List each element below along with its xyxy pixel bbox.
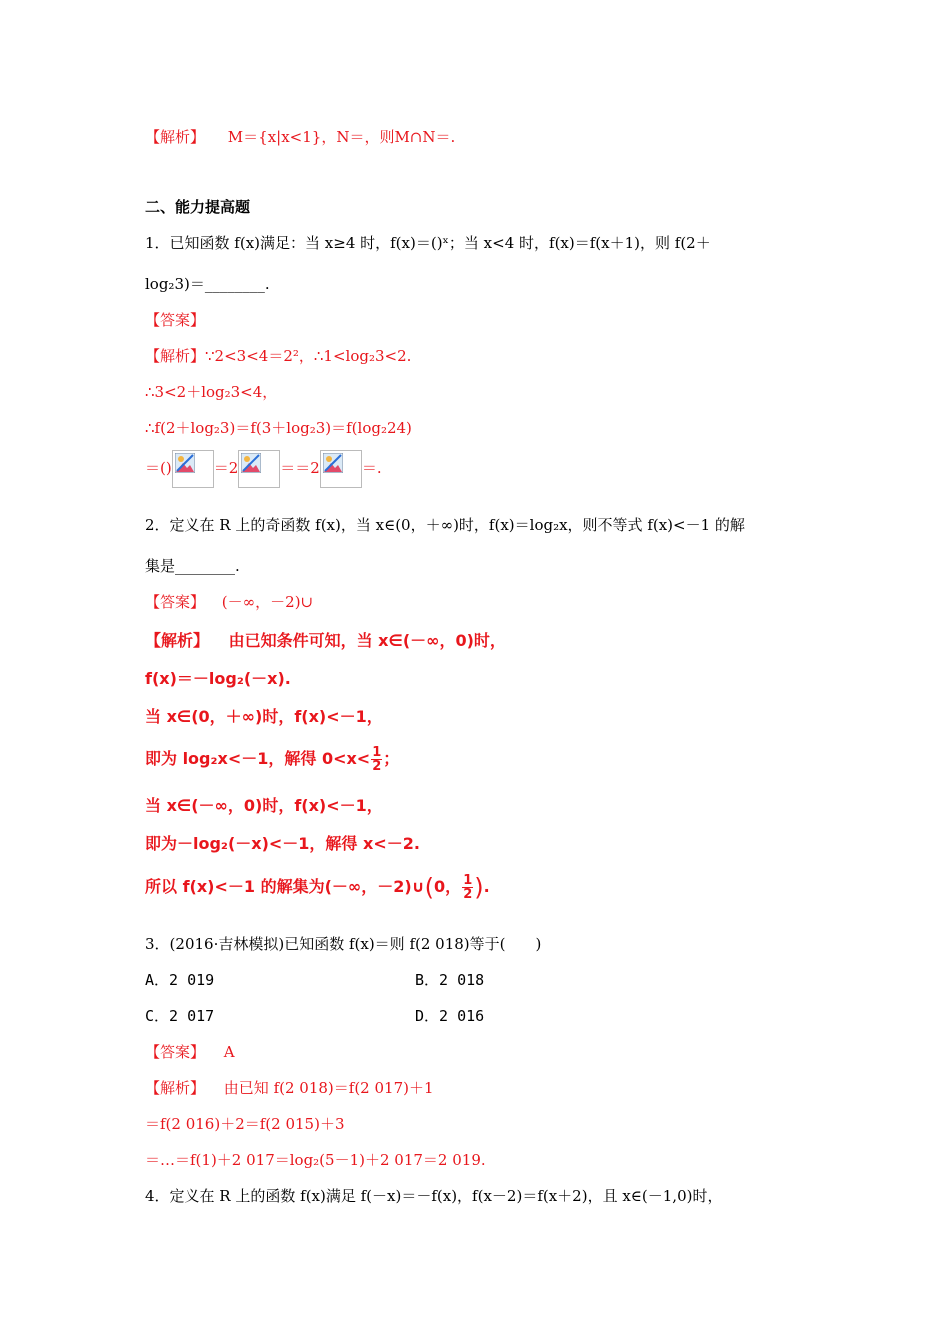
q1-analysis-line3: ∴f(2＋log₂3)＝f(3＋log₂3)＝f(log₂24) <box>145 419 412 437</box>
q2-analysis-line4 <box>145 744 399 774</box>
q1-answer-tag: 【答案】 <box>145 311 206 329</box>
analysis-text: M＝{x|x<1}，N＝，则M∩N＝. <box>227 128 456 146</box>
fraction-half <box>371 746 382 773</box>
q1-analysis-line2: ∴3<2＋log₂3<4， <box>145 383 278 401</box>
answer-text: (－∞，－2)∪ <box>221 593 314 611</box>
prev-analysis-line <box>145 127 455 147</box>
eq-part: ＝. <box>361 459 382 477</box>
analysis-tag: 【解析】 <box>145 128 206 146</box>
q1-analysis-line1 <box>145 346 411 366</box>
eq-part: ＝＝2 <box>280 459 320 477</box>
fraction-numerator: 1 <box>372 745 382 760</box>
q3-analysis-line3: ＝…＝f(1)＋2 017＝log₂(5－1)＋2 017＝2 019. <box>145 1151 486 1169</box>
analysis-tag: 【解析】 <box>145 347 206 365</box>
q1-line1: 1．已知函数 f(x)满足：当 x≥4 时，f(x)＝()ˣ；当 x<4 时，f(x)＝f(x＋1)，则 f(2＋ <box>145 234 711 252</box>
q3-line1: 3．(2016·吉林模拟)已知函数 f(x)＝则 f(2 018)等于( ) <box>145 935 542 953</box>
fraction-denominator: 2 <box>372 759 382 774</box>
period: . <box>483 877 490 896</box>
answer-text: A <box>223 1043 235 1061</box>
analysis-text: 由已知条件可知，当 x∈(－∞，0)时， <box>228 631 506 650</box>
broken-image-icon <box>320 450 362 488</box>
q3-option-c: C．2 017 <box>145 1007 215 1025</box>
section-title: 二、能力提高题 <box>145 198 251 216</box>
analysis-text: 由已知 f(2 018)＝f(2 017)＋1 <box>223 1079 434 1097</box>
q3-analysis-line1 <box>145 1078 434 1098</box>
q3-option-a: A．2 019 <box>145 971 215 989</box>
q2-analysis-line7 <box>145 870 490 905</box>
q4-line1: 4．定义在 R 上的函数 f(x)满足 f(－x)＝－f(x)，f(x－2)＝f(x＋2)，且 x∈(－1,0)时， <box>145 1187 723 1205</box>
q1-line2: log₂3)＝________. <box>145 275 270 293</box>
fraction-numerator: 1 <box>463 873 473 888</box>
analysis-text: 即为 log₂x<－1，解得 0<x< <box>145 749 371 768</box>
fraction-half <box>462 874 473 901</box>
q2-answer-line <box>145 592 313 612</box>
analysis-tag: 【解析】 <box>145 631 210 650</box>
semicolon: ； <box>383 749 400 768</box>
q2-analysis-line2: f(x)＝－log₂(－x). <box>145 669 291 688</box>
q3-analysis-line2: ＝f(2 016)＋2＝f(2 015)＋3 <box>145 1115 345 1133</box>
answer-tag: 【答案】 <box>145 1043 206 1061</box>
close-paren: ) <box>474 873 484 902</box>
eq-part: ＝() <box>145 459 172 477</box>
analysis-tag: 【解析】 <box>145 1079 206 1097</box>
q3-option-d: D．2 016 <box>415 1007 485 1025</box>
answer-tag: 【答案】 <box>145 593 206 611</box>
broken-image-icon <box>172 450 214 488</box>
interval-zero: 0， <box>434 877 462 896</box>
q2-line1: 2．定义在 R 上的奇函数 f(x)，当 x∈(0，＋∞)时，f(x)＝log₂x，则不等式 f(x)<－1 的解 <box>145 516 745 534</box>
fraction-denominator: 2 <box>463 887 473 902</box>
q3-answer-line <box>145 1042 235 1062</box>
analysis-text: ∵2<3<4＝2²，∴1<log₂3<2. <box>205 347 412 365</box>
q3-option-b: B．2 018 <box>415 971 485 989</box>
q2-analysis-line5: 当 x∈(－∞，0)时，f(x)<－1， <box>145 796 383 815</box>
q2-analysis-line1 <box>145 631 506 651</box>
eq-part: ＝2 <box>213 459 239 477</box>
q2-line2: 集是________. <box>145 557 240 575</box>
open-paren: ( <box>424 873 435 902</box>
q2-analysis-line6: 即为－log₂(－x)<－1，解得 x<－2. <box>145 834 420 853</box>
analysis-text: 所以 f(x)<－1 的解集为(－∞，－2)∪ <box>145 877 425 896</box>
q1-analysis-line4 <box>145 458 382 488</box>
q2-analysis-line3: 当 x∈(0，＋∞)时，f(x)<－1， <box>145 707 383 726</box>
broken-image-icon <box>238 450 280 488</box>
